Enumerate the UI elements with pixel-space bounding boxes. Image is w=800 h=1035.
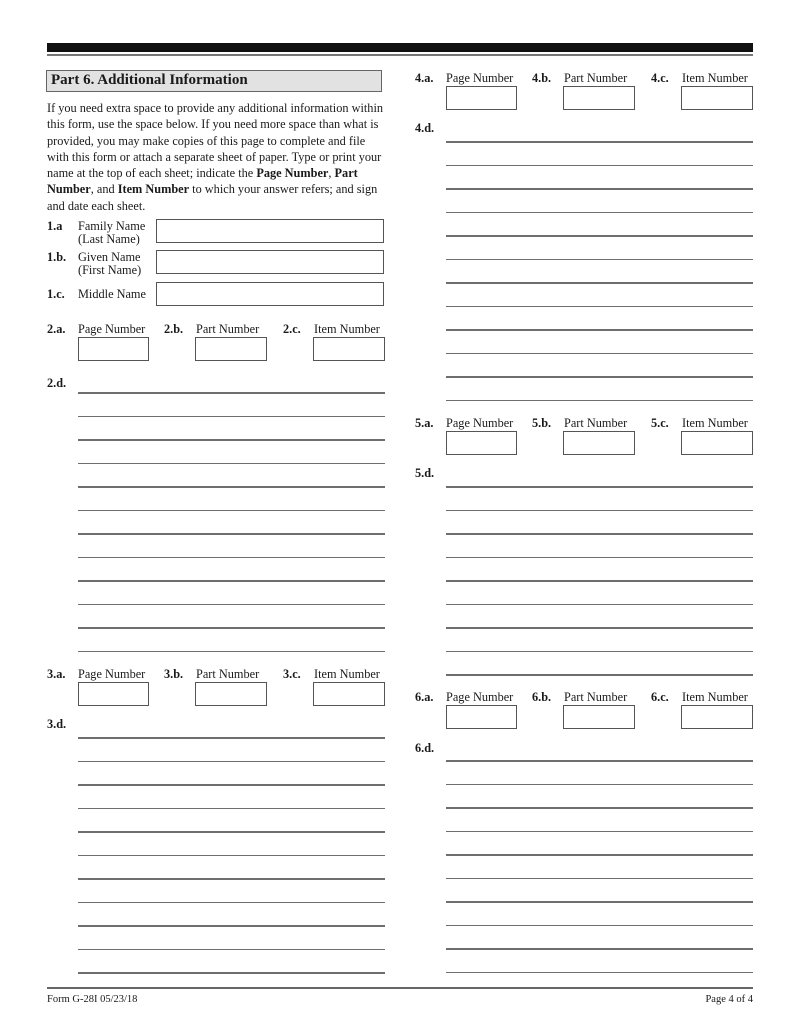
item-6c-item-input[interactable] xyxy=(681,705,753,729)
item-4d-answer-line[interactable] xyxy=(446,259,753,261)
item-1c-number: 1.c. xyxy=(47,287,65,301)
item-2d-answer-line[interactable] xyxy=(78,510,385,512)
item-4d-answer-line[interactable] xyxy=(446,376,753,378)
item-4d-answer-line[interactable] xyxy=(446,282,753,284)
item-4d-answer-line[interactable] xyxy=(446,306,753,308)
item-3d-answer-line[interactable] xyxy=(78,972,385,974)
item-3d-answer-line[interactable] xyxy=(78,925,385,927)
intro-bold-page: Page Number xyxy=(256,166,329,181)
item-2a-page-input[interactable] xyxy=(78,337,149,361)
form-id: Form G-28I 05/23/18 xyxy=(47,994,138,1005)
item-6d-answer-line[interactable] xyxy=(446,901,753,903)
item-2d-answer-line[interactable] xyxy=(78,416,385,418)
item-5d-answer-line[interactable] xyxy=(446,674,753,676)
item-4d-answer-line[interactable] xyxy=(446,212,753,214)
item-3d-answer-line[interactable] xyxy=(78,878,385,880)
item-2c-item-label: Item Number xyxy=(314,322,380,336)
item-6a-page-input[interactable] xyxy=(446,705,517,729)
item-4d-answer-line[interactable] xyxy=(446,141,753,143)
item-3a-number: 3.a. xyxy=(47,667,66,681)
family-name-label: Family Name xyxy=(78,219,146,233)
item-5d-number: 5.d. xyxy=(415,466,435,480)
item-2d-answer-line[interactable] xyxy=(78,533,385,535)
given-name-label: Given Name xyxy=(78,250,141,264)
page-indicator: Page 4 of 4 xyxy=(705,994,753,1005)
item-4b-part-input[interactable] xyxy=(563,86,635,110)
item-5a-number: 5.a. xyxy=(415,416,434,430)
middle-name-label: Middle Name xyxy=(78,287,146,301)
item-5a-page-label: Page Number xyxy=(446,416,514,430)
part-header xyxy=(46,70,382,92)
item-4c-number: 4.c. xyxy=(651,71,669,85)
item-4b-number: 4.b. xyxy=(532,71,552,85)
item-4c-item-label: Item Number xyxy=(682,71,748,85)
item-6b-part-label: Part Number xyxy=(564,690,628,704)
item-4d-answer-line[interactable] xyxy=(446,165,753,167)
item-2d-number: 2.d. xyxy=(47,376,67,390)
item-3d-answer-line[interactable] xyxy=(78,949,385,951)
item-5a-page-input[interactable] xyxy=(446,431,517,455)
given-name-sublabel: (First Name) xyxy=(78,263,142,277)
item-2d-answer-line[interactable] xyxy=(78,463,385,465)
item-4a-page-input[interactable] xyxy=(446,86,517,110)
item-5d-answer-line[interactable] xyxy=(446,580,753,582)
item-6a-number: 6.a. xyxy=(415,690,434,704)
item-2d-answer-line[interactable] xyxy=(78,651,385,653)
item-2d-answer-line[interactable] xyxy=(78,604,385,606)
item-2c-number: 2.c. xyxy=(283,322,301,336)
item-4c-item-input[interactable] xyxy=(681,86,753,110)
item-3d-answer-line[interactable] xyxy=(78,737,385,739)
item-6b-number: 6.b. xyxy=(532,690,552,704)
item-2a-page-label: Page Number xyxy=(78,322,146,336)
item-4d-answer-line[interactable] xyxy=(446,188,753,190)
item-5d-answer-line[interactable] xyxy=(446,533,753,535)
item-6d-answer-line[interactable] xyxy=(446,925,753,927)
intro-sep: , and xyxy=(90,182,118,197)
item-3d-answer-line[interactable] xyxy=(78,855,385,857)
item-5d-answer-line[interactable] xyxy=(446,651,753,653)
item-6c-item-label: Item Number xyxy=(682,690,748,704)
item-2a-number: 2.a. xyxy=(47,322,66,336)
item-2d-answer-line[interactable] xyxy=(78,557,385,559)
item-6d-answer-line[interactable] xyxy=(446,807,753,809)
item-3d-number: 3.d. xyxy=(47,717,67,731)
item-2c-item-input[interactable] xyxy=(313,337,385,361)
intro-paragraph xyxy=(47,100,387,214)
part-title: Part 6. Additional Information xyxy=(51,72,248,88)
item-4b-part-label: Part Number xyxy=(564,71,628,85)
item-5b-part-label: Part Number xyxy=(564,416,628,430)
item-5b-number: 5.b. xyxy=(532,416,552,430)
item-3d-answer-line[interactable] xyxy=(78,831,385,833)
item-2b-part-label: Part Number xyxy=(196,322,260,336)
item-4a-number: 4.a. xyxy=(415,71,434,85)
item-5d-answer-line[interactable] xyxy=(446,557,753,559)
item-1b-number: 1.b. xyxy=(47,250,67,264)
intro-text-end: to which your answer refers; and sign and date each sheet. xyxy=(47,182,378,213)
item-1a-number: 1.a xyxy=(47,219,63,233)
item-5c-item-label: Item Number xyxy=(682,416,748,430)
family-name-sublabel: (Last Name) xyxy=(78,232,140,246)
item-2d-answer-line[interactable] xyxy=(78,627,385,629)
item-3d-answer-line[interactable] xyxy=(78,902,385,904)
item-3b-part-input[interactable] xyxy=(195,682,267,706)
item-2d-answer-line[interactable] xyxy=(78,486,385,488)
intro-sep: , xyxy=(328,166,335,181)
item-2d-answer-line[interactable] xyxy=(78,580,385,582)
item-6d-answer-line[interactable] xyxy=(446,972,753,974)
item-5b-part-input[interactable] xyxy=(563,431,635,455)
item-4d-answer-line[interactable] xyxy=(446,329,753,331)
item-6d-answer-line[interactable] xyxy=(446,948,753,950)
item-6d-number: 6.d. xyxy=(415,741,435,755)
top-rule-thin xyxy=(47,54,753,56)
item-6c-number: 6.c. xyxy=(651,690,669,704)
footer-rule xyxy=(47,987,753,989)
item-3c-item-input[interactable] xyxy=(313,682,385,706)
item-4a-page-label: Page Number xyxy=(446,71,514,85)
item-6a-page-label: Page Number xyxy=(446,690,514,704)
item-5c-item-input[interactable] xyxy=(681,431,753,455)
item-2b-part-input[interactable] xyxy=(195,337,267,361)
item-6d-answer-line[interactable] xyxy=(446,831,753,833)
item-3b-number: 3.b. xyxy=(164,667,184,681)
item-2d-answer-line[interactable] xyxy=(78,392,385,394)
item-6d-answer-line[interactable] xyxy=(446,760,753,762)
given-name-input[interactable] xyxy=(156,250,384,274)
item-6d-answer-line[interactable] xyxy=(446,854,753,856)
item-3a-page-label: Page Number xyxy=(78,667,146,681)
intro-text: If you need extra space to provide any additional information within this form, use the space below. If you need more space than what is provided, you may make copies of this page to complete and file with this form or attach a separate sheet of paper. Type or print your name at the top of each sheet; indicate the xyxy=(47,101,384,181)
item-2d-answer-line[interactable] xyxy=(78,439,385,441)
item-4d-answer-line[interactable] xyxy=(446,235,753,237)
item-4d-answer-line[interactable] xyxy=(446,400,753,402)
item-3b-part-label: Part Number xyxy=(196,667,260,681)
item-3d-answer-line[interactable] xyxy=(78,784,385,786)
item-5d-answer-line[interactable] xyxy=(446,510,753,512)
item-4d-number: 4.d. xyxy=(415,121,435,135)
intro-bold-part: Part Number xyxy=(47,166,358,197)
top-rule-thick xyxy=(47,43,753,52)
item-3d-answer-line[interactable] xyxy=(78,808,385,810)
item-6b-part-input[interactable] xyxy=(563,705,635,729)
item-5c-number: 5.c. xyxy=(651,416,669,430)
item-6d-answer-line[interactable] xyxy=(446,878,753,880)
middle-name-input[interactable] xyxy=(156,282,384,306)
item-2b-number: 2.b. xyxy=(164,322,184,336)
intro-bold-item: Item Number xyxy=(117,182,190,197)
item-3c-item-label: Item Number xyxy=(314,667,380,681)
family-name-input[interactable] xyxy=(156,219,384,243)
item-4d-answer-line[interactable] xyxy=(446,353,753,355)
item-3d-answer-line[interactable] xyxy=(78,761,385,763)
item-5d-answer-line[interactable] xyxy=(446,604,753,606)
item-3c-number: 3.c. xyxy=(283,667,301,681)
item-5d-answer-line[interactable] xyxy=(446,486,753,488)
item-6d-answer-line[interactable] xyxy=(446,784,753,786)
item-3a-page-input[interactable] xyxy=(78,682,149,706)
item-5d-answer-line[interactable] xyxy=(446,627,753,629)
